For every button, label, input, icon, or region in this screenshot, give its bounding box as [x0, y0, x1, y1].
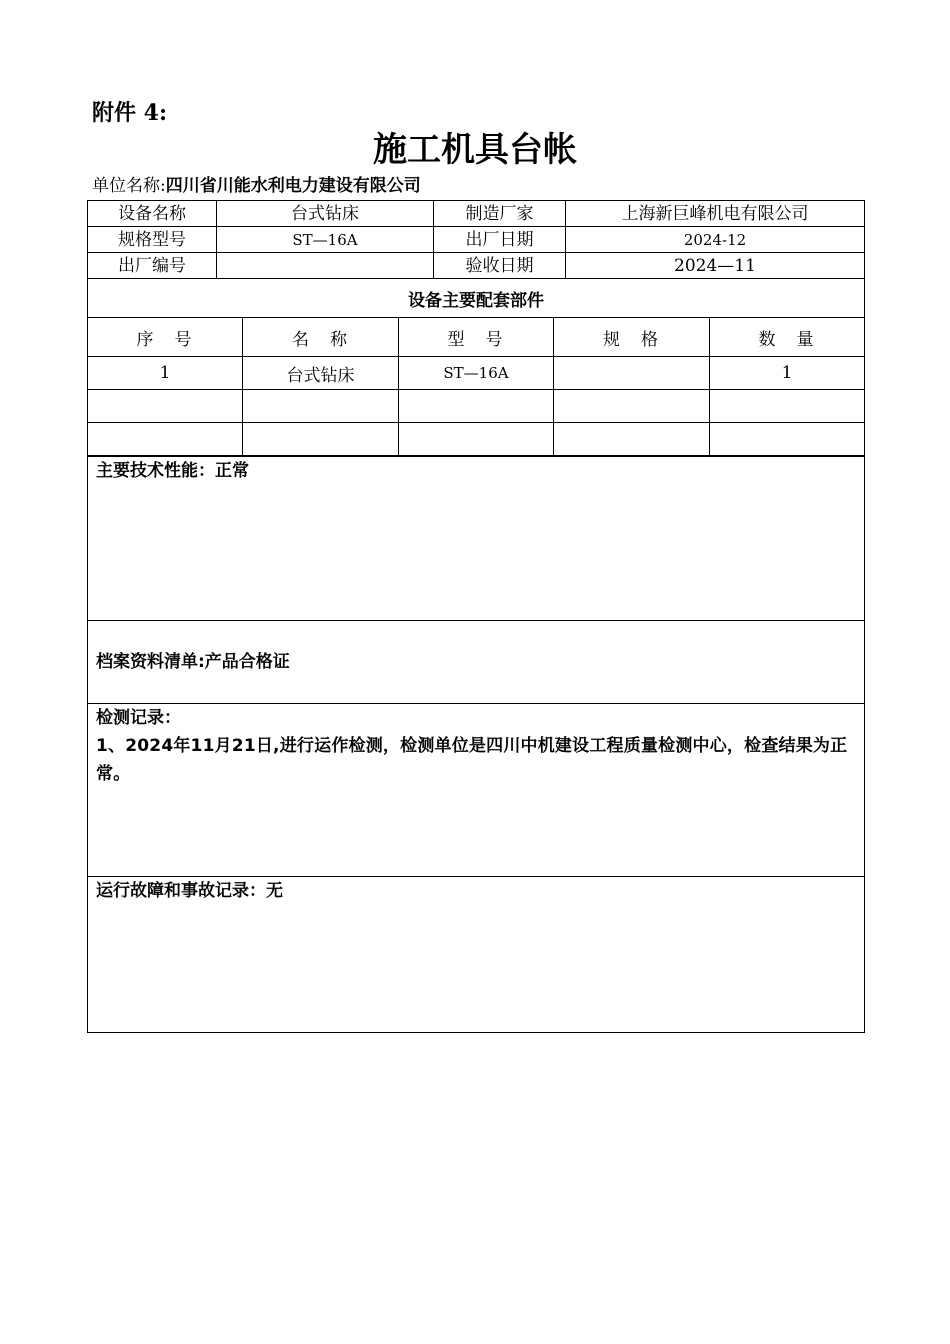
- cell-name: [243, 423, 399, 456]
- archive-section: [88, 621, 865, 704]
- device-name-value: 台式钻床: [217, 201, 434, 227]
- unit-label: 单位名称:: [92, 176, 166, 196]
- column-header-spec: 规 格: [554, 318, 710, 357]
- factory-no-label: 出厂编号: [88, 253, 217, 279]
- device-name-label: 设备名称: [88, 201, 217, 227]
- attachment-label: 附件 4:: [92, 100, 168, 126]
- archive-text: 档案资料清单:产品合格证: [96, 652, 290, 672]
- factory-no-value: [217, 253, 434, 279]
- performance-text: 主要技术性能：正常: [96, 461, 249, 481]
- info-row: [88, 253, 865, 279]
- parts-table: [87, 278, 865, 456]
- cell-spec: [554, 357, 710, 390]
- manufacturer-value: 上海新巨峰机电有限公司: [566, 201, 865, 227]
- cell-quantity: [710, 390, 865, 423]
- factory-date-value: 2024-12: [566, 227, 865, 253]
- cell-quantity: [710, 423, 865, 456]
- column-header-name: 名 称: [243, 318, 399, 357]
- info-row: [88, 227, 865, 253]
- manufacturer-label: 制造厂家: [434, 201, 566, 227]
- cell-index: 1: [88, 357, 243, 390]
- unit-line: [92, 174, 421, 198]
- table-row: [88, 390, 865, 423]
- cell-quantity: 1: [710, 357, 865, 390]
- table-row: [88, 423, 865, 456]
- info-row: [88, 201, 865, 227]
- inspection-title: 检测记录：: [96, 708, 181, 728]
- acceptance-date-value: 2024—11: [566, 253, 865, 279]
- cell-name: [243, 390, 399, 423]
- equipment-info-table: [87, 200, 865, 279]
- cell-index: [88, 390, 243, 423]
- cell-name: 台式钻床: [243, 357, 399, 390]
- cell-spec: [554, 423, 710, 456]
- page-title: 施工机具台帐: [373, 130, 577, 170]
- column-header-model: 型 号: [399, 318, 554, 357]
- parts-header-row: [88, 318, 865, 357]
- model-value: ST—16A: [217, 227, 434, 253]
- cell-index: [88, 423, 243, 456]
- cell-model: ST—16A: [399, 357, 554, 390]
- inspection-body: 1、2024年11月21日,进行运作检测，检测单位是四川中机建设工程质量检测中心，检查结果为正常。: [96, 736, 848, 784]
- records-table: [87, 456, 865, 1033]
- performance-section: [88, 457, 865, 621]
- acceptance-date-label: 验收日期: [434, 253, 566, 279]
- unit-value: 四川省川能水利电力建设有限公司: [165, 176, 421, 196]
- faults-text: 运行故障和事故记录：无: [96, 881, 283, 901]
- inspection-section: [88, 704, 865, 877]
- model-label: 规格型号: [88, 227, 217, 253]
- cell-spec: [554, 390, 710, 423]
- cell-model: [399, 390, 554, 423]
- parts-title: 设备主要配套部件: [88, 279, 865, 318]
- column-header-quantity: 数 量: [710, 318, 865, 357]
- cell-model: [399, 423, 554, 456]
- column-header-index: 序 号: [88, 318, 243, 357]
- table-row: [88, 357, 865, 390]
- faults-section: [88, 877, 865, 1033]
- factory-date-label: 出厂日期: [434, 227, 566, 253]
